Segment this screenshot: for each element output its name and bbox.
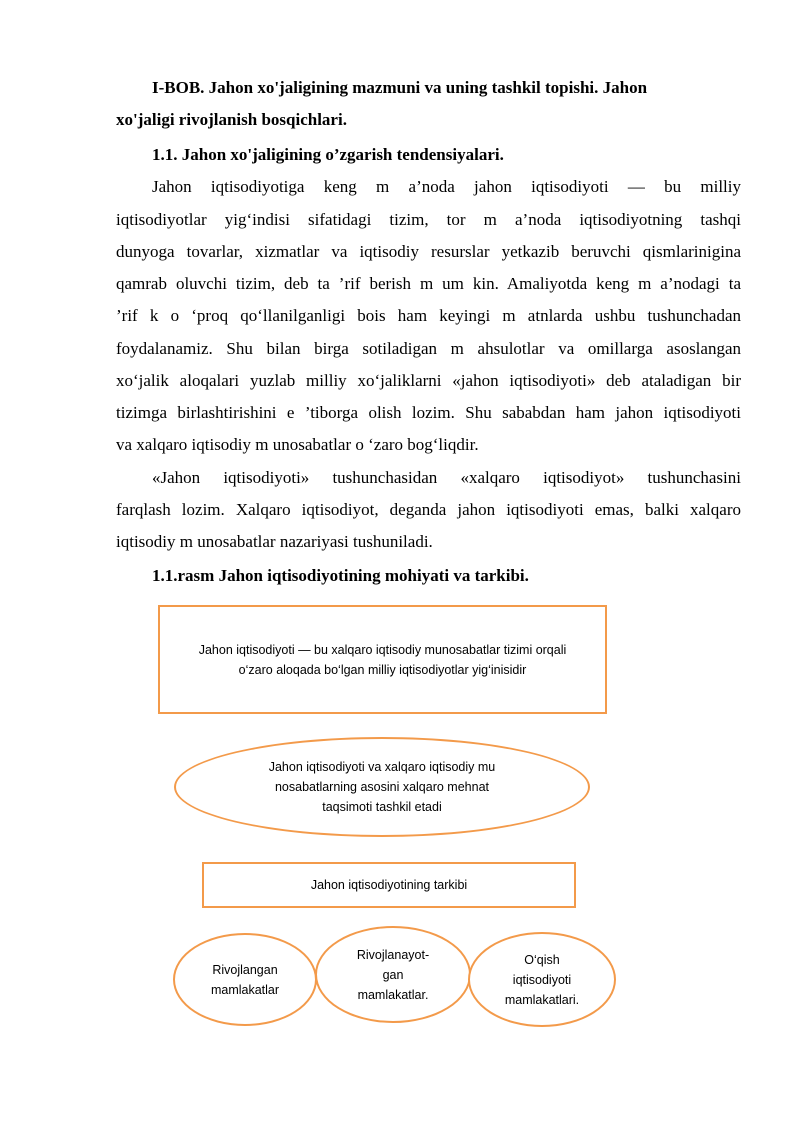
circle-text-line: mamlakatlar [210, 982, 280, 997]
paragraph1-line: xo‘jalik aloqalari yuzlab milliy xo‘jaliklarni «jahon iqtisodiyoti» deb ataladigan bir [116, 371, 741, 390]
paragraph1-line: iqtisodiyotlar yig‘indisi sifatidagi tizim, tor m a’noda iqtisodiyotning tashqi [116, 210, 741, 229]
definition-text-line: Jahon iqtisodiyoti — bu xalqaro iqtisodiy munosabatlar tizimi orqali [198, 642, 567, 657]
circle-text-line: O‘qish [524, 952, 560, 967]
structure-box-label: Jahon iqtisodiyotining tarkibi [310, 878, 468, 892]
paragraph2-line: «Jahon iqtisodiyoti» tushunchasidan «xalqaro iqtisodiyot» tushunchasini [152, 468, 741, 487]
definition-text-line: o‘zaro aloqada bo‘lgan milliy iqtisodiyotlar yig‘inisidir [238, 662, 527, 677]
paragraph1-line: qamrab oluvchi tizim, deb ta ’rif berish m um kin. Amaliyotda keng m a’nodagi ta [116, 274, 741, 293]
circle-text-line: gan [382, 967, 404, 982]
oval-text-line: Jahon iqtisodiyoti va xalqaro iqtisodiy mu [268, 760, 496, 774]
definition-box [158, 605, 607, 714]
paragraph1-line: ’rif k o ‘proq qo‘llanilganligi bois ham keyingi m atnlarda ushbu tushunchadan [116, 306, 741, 325]
circle-text-line: iqtisodiyoti [512, 972, 572, 987]
section-heading: 1.1. Jahon xo'jaligining o’zgarish tendensiyalari. [152, 145, 504, 164]
structure-box [202, 862, 576, 908]
transition-economies-circle [468, 932, 616, 1027]
chapter-heading-line2: xo'jaligi rivojlanish bosqichlari. [116, 110, 347, 129]
paragraph1-line: dunyoga tovarlar, xizmatlar va iqtisodiy resurslar yetkazib beruvchi qismlarinigina [116, 242, 741, 261]
paragraph1-line: foydalanamiz. Shu bilan birga sotiladigan m ahsulotlar va omillarga asoslangan [116, 339, 741, 358]
circle-text-line: Rivojlanayot- [356, 947, 430, 962]
circle-text-line: mamlakatlar. [357, 987, 429, 1002]
paragraph2-line: iqtisodiy m unosabatlar nazariyasi tushuniladi. [116, 532, 433, 551]
paragraph1-line: tizimga birlashtirishini e ’tiborga olish lozim. Shu sababdan ham jahon iqtisodiyoti [116, 403, 741, 422]
circle-text-line: Rivojlangan [212, 962, 278, 977]
paragraph1-line: va xalqaro iqtisodiy m unosabatlar o ‘zaro bog‘liqdir. [116, 435, 479, 454]
developed-countries-circle [173, 933, 317, 1026]
oval-text-line: taqsimoti tashkil etadi [322, 800, 442, 814]
paragraph1-line: Jahon iqtisodiyotiga keng m a’noda jahon iqtisodiyoti — bu milliy [152, 177, 741, 196]
developing-countries-circle [315, 926, 471, 1023]
oval-text-line: nosabatlarning asosini xalqaro mehnat [274, 780, 489, 794]
paragraph2-line: farqlash lozim. Xalqaro iqtisodiyot, deganda jahon iqtisodiyoti emas, balki xalqaro [116, 500, 741, 519]
division-of-labor-oval [174, 737, 590, 837]
chapter-heading-line1: I-BOB. Jahon xo'jaligining mazmuni va uning tashkil topishi. Jahon [152, 78, 648, 97]
circle-text-line: mamlakatlari. [504, 992, 580, 1007]
figure-caption: 1.1.rasm Jahon iqtisodiyotining mohiyati va tarkibi. [152, 566, 529, 585]
